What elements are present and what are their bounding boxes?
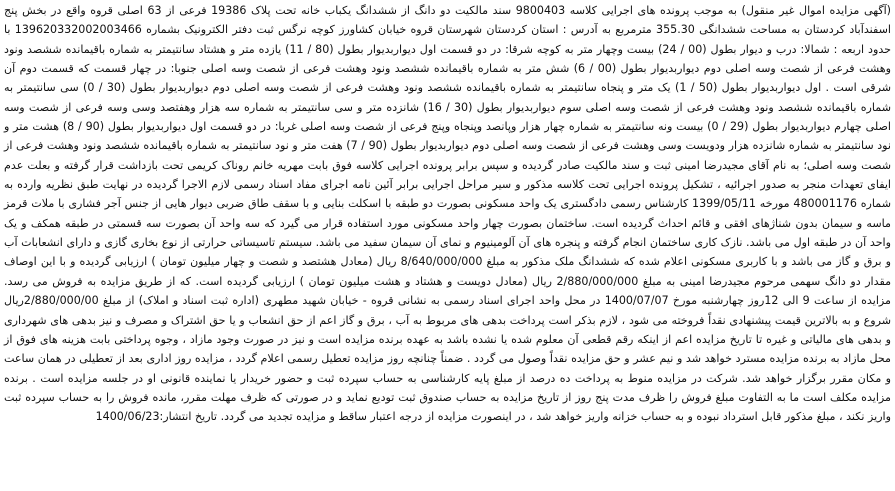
publish-date-value: 1400/06/23 bbox=[95, 410, 160, 424]
notice-body-text: (آگهی مزایده اموال غیر منقول) به موجب پرونده های اجرایی کلاسه 9800403 سند مالکیت دو دانگ از ششدانگ یکباب خانه تحت پلاک 19386 فرعی از 63 اصلی قروه واقع در بخش پنج اسفندآباد کردستان به مساحت ششدانگی 355.30 مترمربع به آدرس : استان کردستان شهرستان قروه خیابان کشاورز کوچه نرگس ثبت دفتر الکترونیک بشماره 139620332002003466 با حدود اربعه : شمالا: درب و دیوار بطول (00 / 24) بیست وچهار متر به کوچه شرقا: در دو قسمت اول دیواربدیوار بطول (80 / 11) یازده متر و هشتاد سانتیمتر به شماره باقیمانده ششصد ونود وهشت فرعی از شصت وسه اصلی دوم دیواربدیوار بطول (00 / 6) شش متر به شماره باقیمانده ششصد ونود وهشت فرعی از شصت وسه اصلی جنوبا: در چهار قسمت که قسمت دوم آن شرقی است . اول دیواربدیوار بطول (50 / 1) یک متر و پنجاه سانتیمتر به شماره باقیمانده ششصد ونود وهشت فرعی از شصت وسه اصلی دوم دیواربدیوار بطول (30 / 0) سی سانتیمتر به شماره باقیمانده ششصد ونود وهشت فرعی از شصت وسه اصلی سوم دیواربدیوار بطول (30 / 16) شانزده متر و سی سانتیمتر به شماره سه هزار وهفتصد وسی وسه فرعی از شصت وسه اصلی چهارم دیواربدیوار بطول (29 / 0) بیست ونه سانتیمتر به شماره چهار هزار وپانصد وپنجاه وپنج فرعی از شصت وسه اصلی غربا: در دو قسمت اول دیواربدیوار بطول (90 / 8) هشت متر و نود سانتیمتر به شماره شانزده هزار ودویست وسی وهشت فرعی از شصت وسه اصلی دوم دیواربدیوار بطول (90 / 7) هفت متر و نود سانتیمتر به شماره باقیمانده ششصد ونود وهشت فرعی از شصت وسه اصلی؛ به نام آقای مجیدرضا امینی ثبت و سند مالکیت صادر گردیده و سپس برابر پرونده اجرایی کلاسه فوق بابت مهریه خانم روناک کریمی تحت بازداشت قرار گرفته و بعلت عدم ایفای تعهدات منجر به صدور اجرائیه ، تشکیل پرونده اجرایی تحت کلاسه مذکور و سیر مراحل اجرایی برابر آئین نامه اجرای مفاد اسناد رسمی لازم الاجرا گردیده در نهایت طبق نظریه وارده به شماره 480001176 مورخه 1399/05/11 کارشناس رسمی دادگستری یک واحد مسکونی بصورت دو طبقه با اسکلت بنایی و با سقف طاق ضربی دیوار هایی از جنس آجر فشاری با ملات قرمز ماسه و سیمان بدون شناژهای افقی و قائم احداث گردیده است. ساختمان بصورت چهار واحد مسکونی مورد استفاده قرار می گیرد که سه واحد آن بصورت سه قسمتی در طبقه همکف و یک واحد آن در طبقه اول می باشد. نازک کاری ساختمان انجام گرفته و پنجره های آن آلومینیوم و نمای آن سیمان سفید می باشد. سیستم تاسیساتی حرارتی از نوع بخاری گازی و دارای انشعابات آب و برق و گاز می باشد و با کاربری مسکونی اعلام شده که ششدانگ ملک مذکور به مبلغ 8/640/000/000 ریال (معادل هشتصد و شصت و چهار میلیون تومان ) ارزیابی گردیده و با این اوصاف مقدار دو دانگ سهمی مرحوم مجیدرضا امینی به مبلغ 2/880/000/000 ریال (معادل دویست و هشتاد و هشت میلیون تومان ) ارزیابی گردیده است. که از طریق مزایده به فروش می رسد. مزایده از ساعت 9 الی 12روز چهارشنبه مورخ 1400/07/07 در محل واحد اجرای اسناد رسمی به نشانی قروه - خیابان شهید مطهری (اداره ثبت اسناد و املاک) از مبلغ 2/880/000/00ریال شروع و به بالاترین قیمت پیشنهادی نقداً فروخته می شود ، لازم بذکر است پرداخت بدهی های مربوط به آب ، برق و گاز اعم از حق انشعاب و یا حق اشتراک و مصرف و نیز بدهی های شهرداری و بدهی های مالیاتی و غیره تا تاریخ مزایده اعم از اینکه رقم قطعی آن معلوم شده یا نشده باشد به عهده برنده مزایده است و نیز در صورت وجود مازاد ، وجوه پرداختی بابت هزینه های فوق از محل مازاد به برنده مزایده مسترد خواهد شد و نیم عشر و حق مزایده نقداً وصول می گردد . ضمناً چنانچه روز مزایده تعطیل رسمی اعلام گردد ، مزایده روز اداری بعد از تعطیلی در همان ساعت و مکان مقرر برگزار خواهد شد. شرکت در مزایده منوط به پرداخت ده درصد از مبلغ پایه کارشناسی به حساب سپرده ثبت و حضور خریدار یا نماینده قانونی او در جلسه مزایده است . برنده مزایده مکلف است ما به التفاوت مبلغ فروش را ظرف مدت پنج روز از تاریخ مزایده به حساب صندوق ثبت تودیع نماید و در صورتی که ظرف مهلت مقرر، مانده فروش را به حساب سپرده ثبت واریز نکند ، مبلغ مذکور قابل استرداد نبوده و به حساب خزانه واریز خواهد شد ، در اینصورت مزایده از درجه اعتبار ساقط و مزایده تجدید می گردد. bbox=[4, 4, 892, 424]
publish-date-label: تاریخ انتشار: bbox=[159, 410, 218, 424]
